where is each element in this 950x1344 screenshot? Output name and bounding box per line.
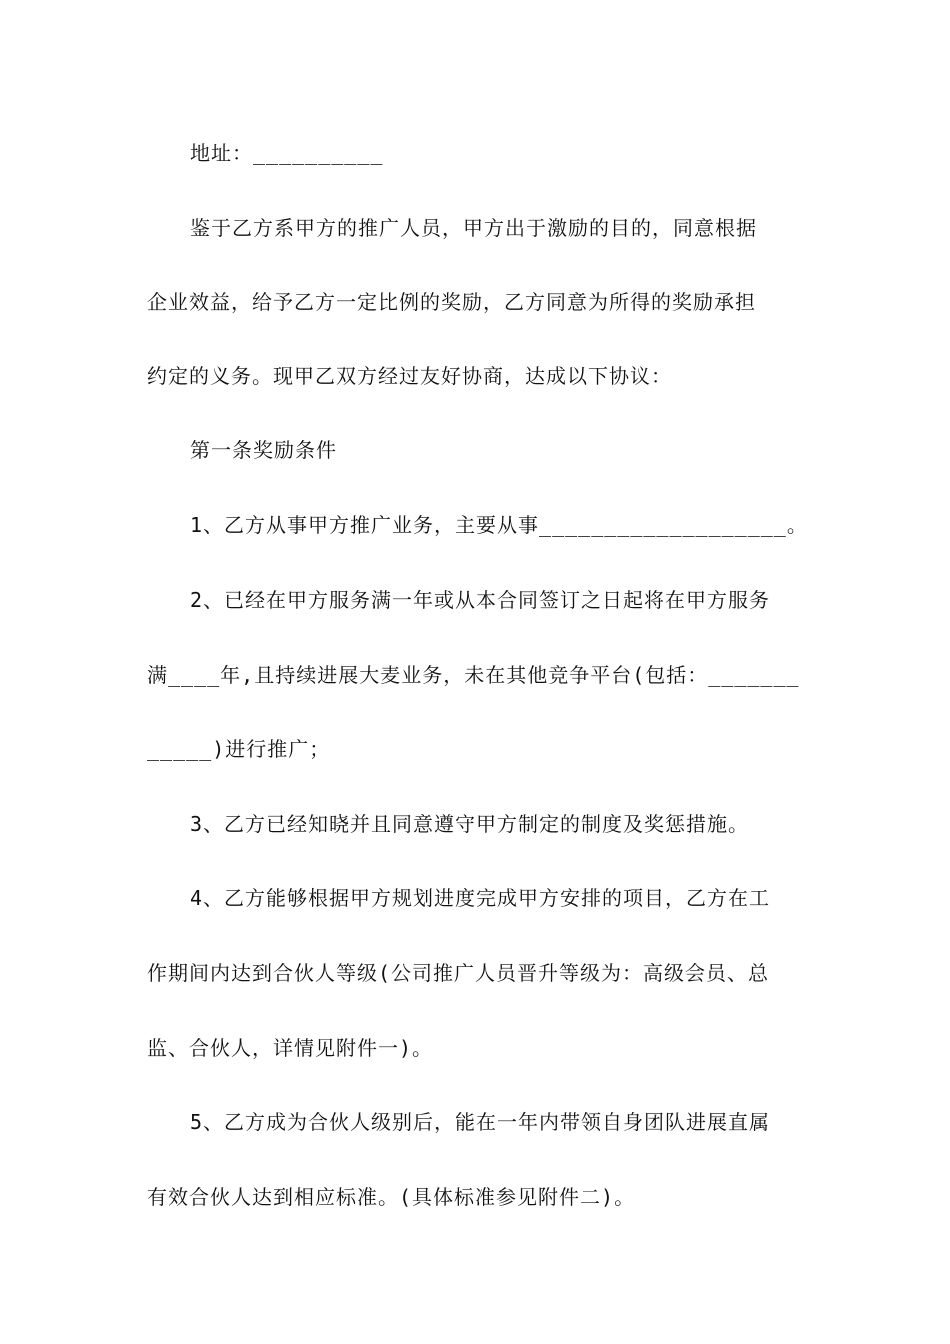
address-line: 地址：__________ xyxy=(190,141,384,165)
article-1-heading: 第一条奖励条件 xyxy=(190,438,337,462)
preamble-line-2: 企业效益，给予乙方一定比例的奖励，乙方同意为所得的奖励承担 xyxy=(147,290,756,314)
clause-4-line-1: 4、乙方能够根据甲方规划进度完成甲方安排的项目，乙方在工 xyxy=(190,886,771,910)
preamble-line-1: 鉴于乙方系甲方的推广人员，甲方出于激励的目的，同意根据 xyxy=(190,216,757,240)
clause-2-line-2: 满____年,且持续进展大麦业务，未在其他竞争平台(包括：_______ xyxy=(147,663,800,687)
clause-2-line-1: 2、已经在甲方服务满一年或从本合同签订之日起将在甲方服务 xyxy=(190,588,771,612)
clause-4-line-3: 监、合伙人，详情见附件一)。 xyxy=(147,1036,434,1060)
clause-5-line-2: 有效合伙人达到相应标准。(具体标准参见附件二)。 xyxy=(147,1185,636,1209)
clause-3: 3、乙方已经知晓并且同意遵守甲方制定的制度及奖惩措施。 xyxy=(190,812,750,836)
clause-2-line-3: _____)进行推广； xyxy=(147,737,331,761)
clause-4-line-2: 作期间内达到合伙人等级(公司推广人员晋升等级为：高级会员、总 xyxy=(147,961,770,985)
clause-1: 1、乙方从事甲方推广业务，主要从事___________________。 xyxy=(190,513,808,537)
clause-5-line-1: 5、乙方成为合伙人级别后，能在一年内带领自身团队进展直属 xyxy=(190,1110,771,1134)
preamble-line-3: 约定的义务。现甲乙双方经过友好协商，达成以下协议： xyxy=(147,364,672,388)
